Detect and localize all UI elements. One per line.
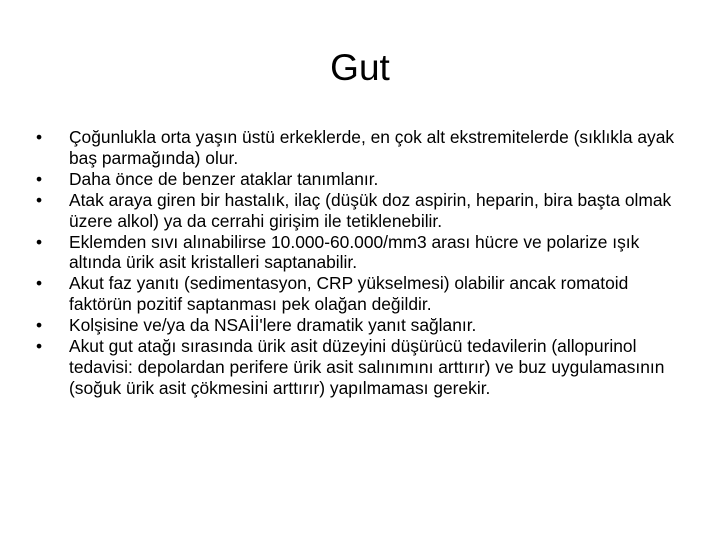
list-item-text: Akut gut atağı sırasında ürik asit düzeyini düşürücü tedavilerin (allopurinol tedavisi: depolardan perifere ürik asit salınımını arttırır) ve buz uygulamasının (soğuk ürik asit çökmesini arttırır) yapılmaması gerekir. — [69, 336, 665, 398]
list-item-text: Kolşisine ve/ya da NSAİİ'lere dramatik yanıt sağlanır. — [69, 315, 477, 336]
bullet-icon: • — [36, 315, 43, 336]
list-item — [36, 336, 686, 399]
bullet-list — [36, 127, 686, 399]
list-item-text: Çoğunlukla orta yaşın üstü erkeklerde, en çok alt ekstremitelerde (sıklıkla ayak baş parmağında) olur. — [69, 127, 675, 168]
list-item — [36, 190, 686, 232]
bullet-icon: • — [36, 273, 43, 294]
list-item — [36, 169, 686, 190]
list-item — [36, 273, 686, 315]
list-item-text: Akut faz yanıtı (sedimentasyon, CRP yükselmesi) olabilir ancak romatoid faktörün pozitif saptanması pek olağan değildir. — [69, 273, 629, 315]
bullet-icon: • — [36, 127, 43, 147]
list-item — [36, 232, 686, 274]
list-item-text: Eklemden sıvı alınabilirse 10.000-60.000/mm3 arası hücre ve polarize ışık altında ürik asit kristalleri saptanabilir. — [69, 231, 640, 273]
bullet-icon: • — [36, 189, 43, 210]
bullet-icon: • — [36, 168, 43, 189]
bullet-icon: • — [36, 336, 43, 357]
list-item-text: Atak araya giren bir hastalık, ilaç (düşük doz aspirin, heparin, bira başta olmak üzere alkol) ya da cerrahi girişim ile tetiklenebilir. — [69, 189, 672, 231]
bullet-icon: • — [36, 231, 43, 252]
slide-title: Gut — [330, 47, 390, 88]
list-item-text: Daha önce de benzer ataklar tanımlanır. — [69, 168, 379, 189]
list-item — [36, 315, 686, 336]
list-item — [36, 127, 686, 169]
